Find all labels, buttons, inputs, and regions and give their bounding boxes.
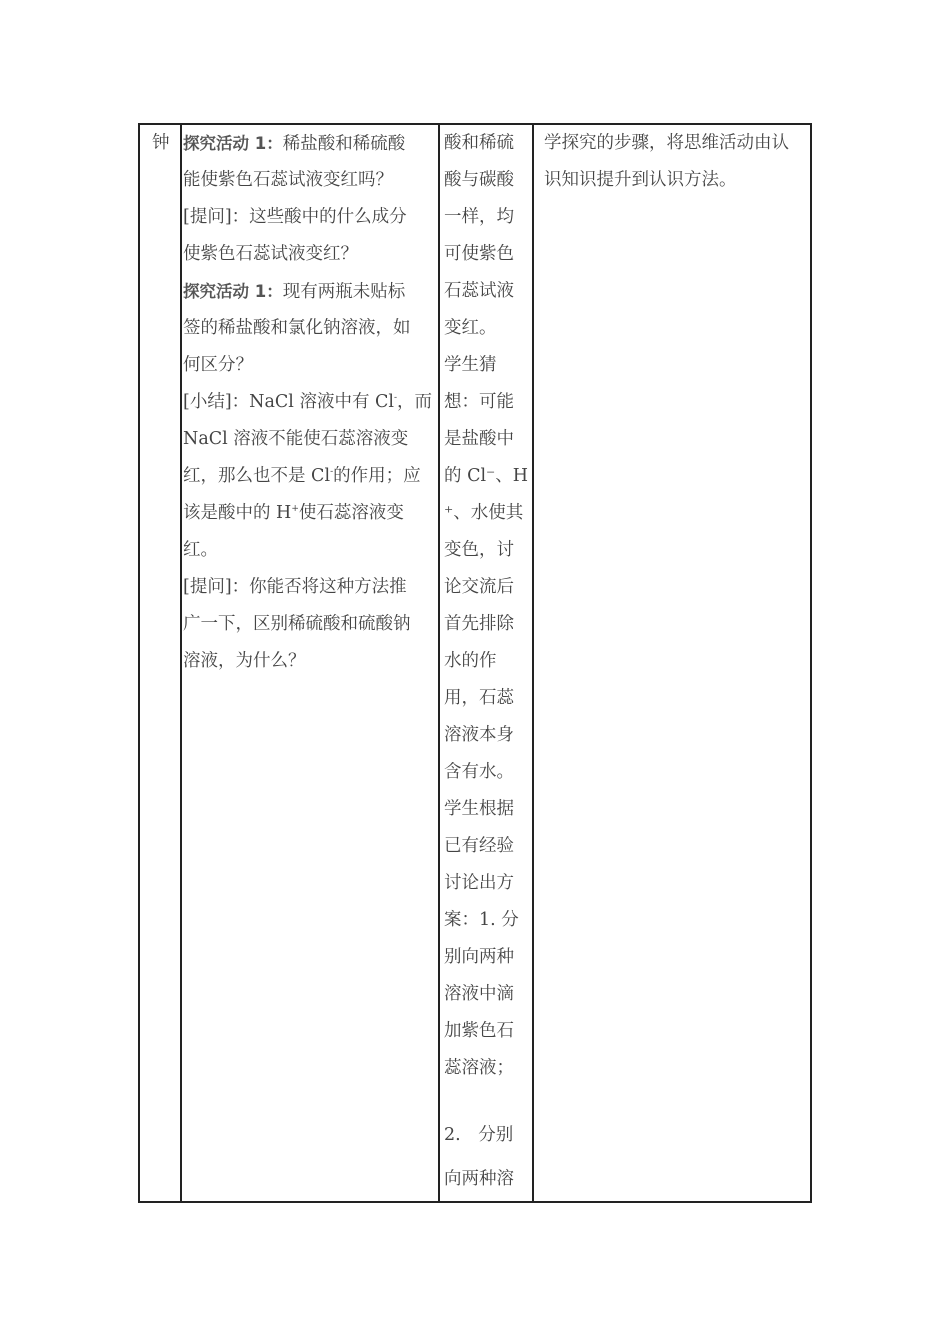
- teacher-line: 该是酸中的 H+使石蕊溶液变: [183, 503, 404, 523]
- teacher-line: 能使紫色石蕊试液变红吗？: [183, 170, 393, 190]
- teacher-line: 签的稀盐酸和氯化钠溶液，如: [183, 318, 411, 338]
- student-line: 蕊溶液；: [444, 1058, 514, 1078]
- teacher-line: [小结]：NaCl 溶液中有 Cl-，而: [183, 392, 433, 412]
- design-intent-cell: [533, 124, 811, 1202]
- teacher-line: 广一下，区别稀硫酸和硫酸钠: [183, 614, 411, 634]
- student-line: 酸和稀硫: [444, 133, 514, 153]
- student-line: 含有水。: [444, 762, 514, 782]
- teacher-line: 探究活动 1：现有两瓶未贴标: [183, 282, 406, 302]
- teacher-line: 使紫色石蕊试液变红？: [183, 244, 358, 264]
- student-line: 可使紫色: [444, 244, 514, 264]
- student-activity-cell: [439, 124, 533, 1202]
- student-line: 加紫色石: [444, 1021, 514, 1041]
- intent-line: 识知识提升到认识方法。: [544, 170, 737, 190]
- student-line: 学生根据: [444, 799, 514, 819]
- table-row: [139, 124, 811, 1202]
- student-line: 变红。: [444, 318, 497, 338]
- time-cell: [139, 124, 181, 1202]
- activity-heading: 探究活动 1：: [183, 282, 283, 301]
- student-line: 酸与碳酸: [444, 170, 514, 190]
- student-line: 2. 分别: [444, 1125, 514, 1145]
- student-line: ⁺、水使其: [444, 503, 524, 523]
- teacher-line: [提问]：这些酸中的什么成分: [183, 207, 407, 227]
- student-line: 的 Cl⁻、H: [444, 466, 529, 486]
- student-line: 向两种溶: [444, 1169, 514, 1189]
- student-line: 石蕊试液: [444, 281, 514, 301]
- teacher-line: NaCl 溶液不能使石蕊溶液变: [183, 429, 409, 449]
- lesson-plan-table: [138, 123, 812, 1203]
- student-line: 讨论出方: [444, 873, 514, 893]
- teacher-line: 溶液，为什么？: [183, 651, 306, 671]
- student-line: 想：可能: [444, 392, 514, 412]
- student-line: 水的作: [444, 651, 497, 671]
- student-activity-text: [440, 125, 532, 1201]
- student-line: 溶液中滴: [444, 984, 514, 1004]
- student-line: 用，石蕊: [444, 688, 514, 708]
- student-line: 学生猜: [444, 355, 497, 375]
- teacher-line: 红，那么也不是 Cl-的作用；应: [183, 466, 421, 486]
- student-line: 首先排除: [444, 614, 514, 634]
- teacher-line: 红。: [183, 540, 218, 560]
- student-line: 别向两种: [444, 947, 514, 967]
- student-line: 变色，讨: [444, 540, 514, 560]
- activity-heading: 探究活动 1：: [183, 134, 283, 153]
- intent-line: 学探究的步骤，将思维活动由认: [544, 133, 789, 153]
- student-line: 溶液本身: [444, 725, 514, 745]
- student-line: 论交流后: [444, 577, 514, 597]
- teacher-line: 探究活动 1：稀盐酸和稀硫酸: [183, 134, 406, 154]
- teacher-activity-cell: [181, 124, 439, 1202]
- student-line: 是盐酸中: [444, 429, 514, 449]
- teacher-line: 何区分？: [183, 355, 253, 375]
- design-intent-text: [534, 125, 810, 199]
- teacher-line: [提问]：你能否将这种方法推: [183, 577, 407, 597]
- student-line: 一样，均: [444, 207, 514, 227]
- teacher-activity-text: [182, 125, 438, 680]
- time-text: 钟: [152, 133, 170, 153]
- student-line: 已有经验: [444, 836, 514, 856]
- student-line: 案：1. 分: [444, 910, 519, 930]
